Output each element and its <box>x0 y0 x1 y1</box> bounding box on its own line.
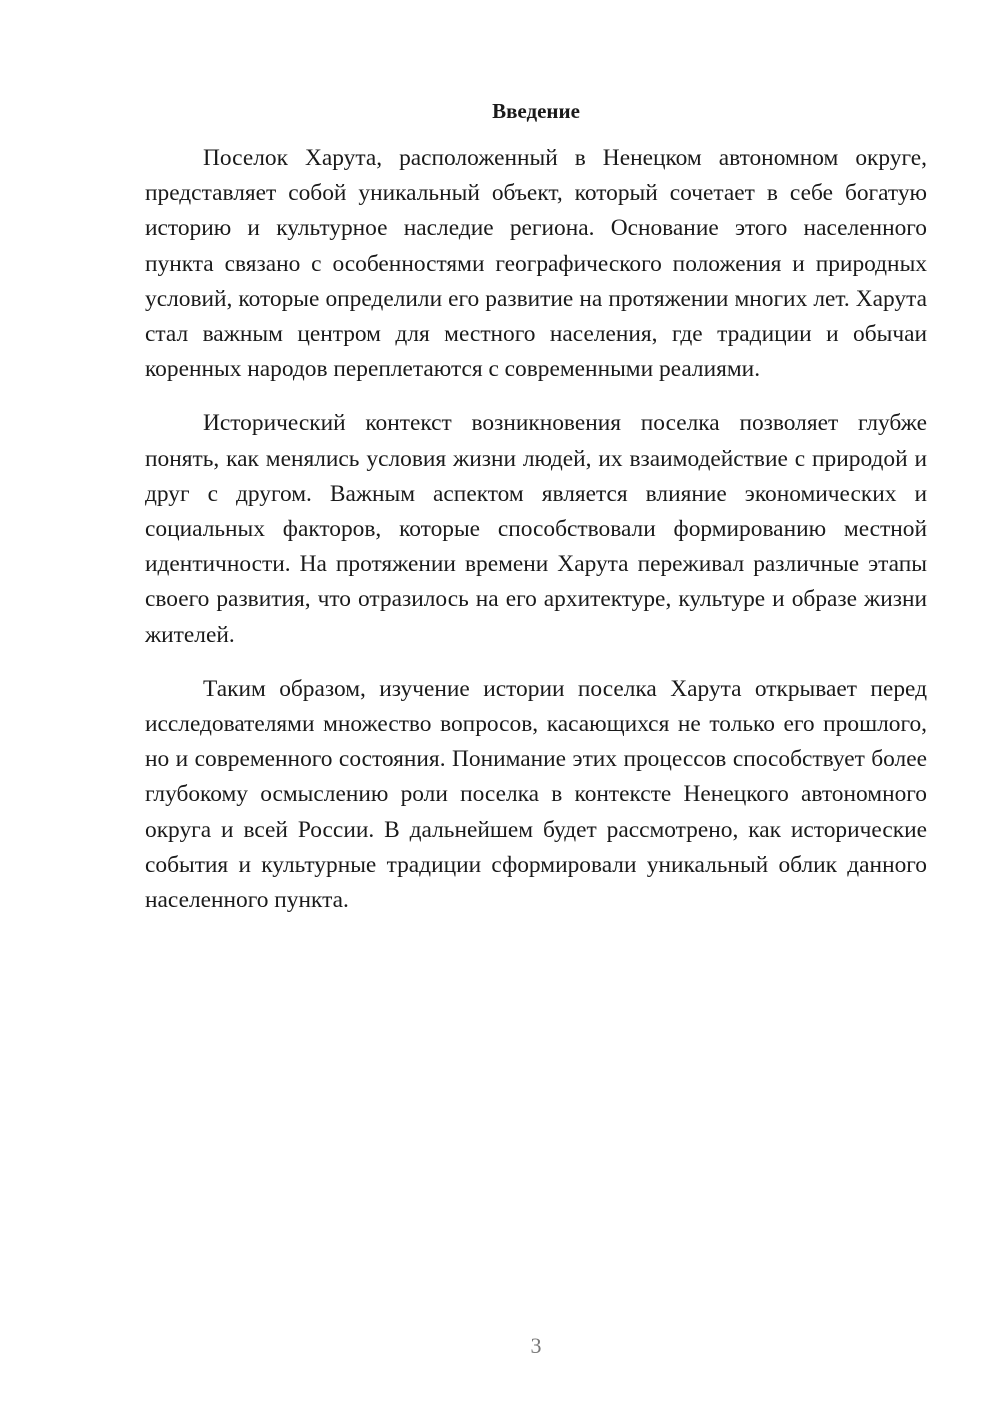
paragraph-3: Таким образом, изучение истории поселка Харута открывает перед исследователями множество вопросов, касающихся не только его прошлого, но и современного состояния. Понимание этих процессов способствует более глубокому осмыслению роли поселка в контексте Ненецкого автономного округа и всей России. В дальнейшем будет рассмотрено, как исторические события и культурные традиции сформировали уникальный облик данного населенного пункта. <box>145 675 927 914</box>
paragraph-1: Поселок Харута, расположенный в Ненецком автономном округе, представляет собой уникальный объект, который сочетает в себе богатую историю и культурное наследие региона. Основание этого населенного пункта связано с особенностями географического положения и природных условий, которые определили его развитие на протяжении многих лет. Харута стал важным центром для местного населения, где традиции и обычаи коренных народов переплетаются с современными реалиями. <box>145 145 927 383</box>
page-number: 3 <box>530 1333 542 1358</box>
body-text <box>145 141 927 937</box>
section-title: Введение <box>492 99 580 123</box>
paragraph-2: Исторический контекст возникновения поселка позволяет глубже понять, как менялись условия жизни людей, их взаимодействие с природой и друг с другом. Важным аспектом является влияние экономических и социальных факторов, которые способствовали формированию местной идентичности. На протяжении времени Харута переживал различные этапы своего развития, что отразилось на его архитектуре, культуре и образе жизни жителей. <box>145 410 927 648</box>
